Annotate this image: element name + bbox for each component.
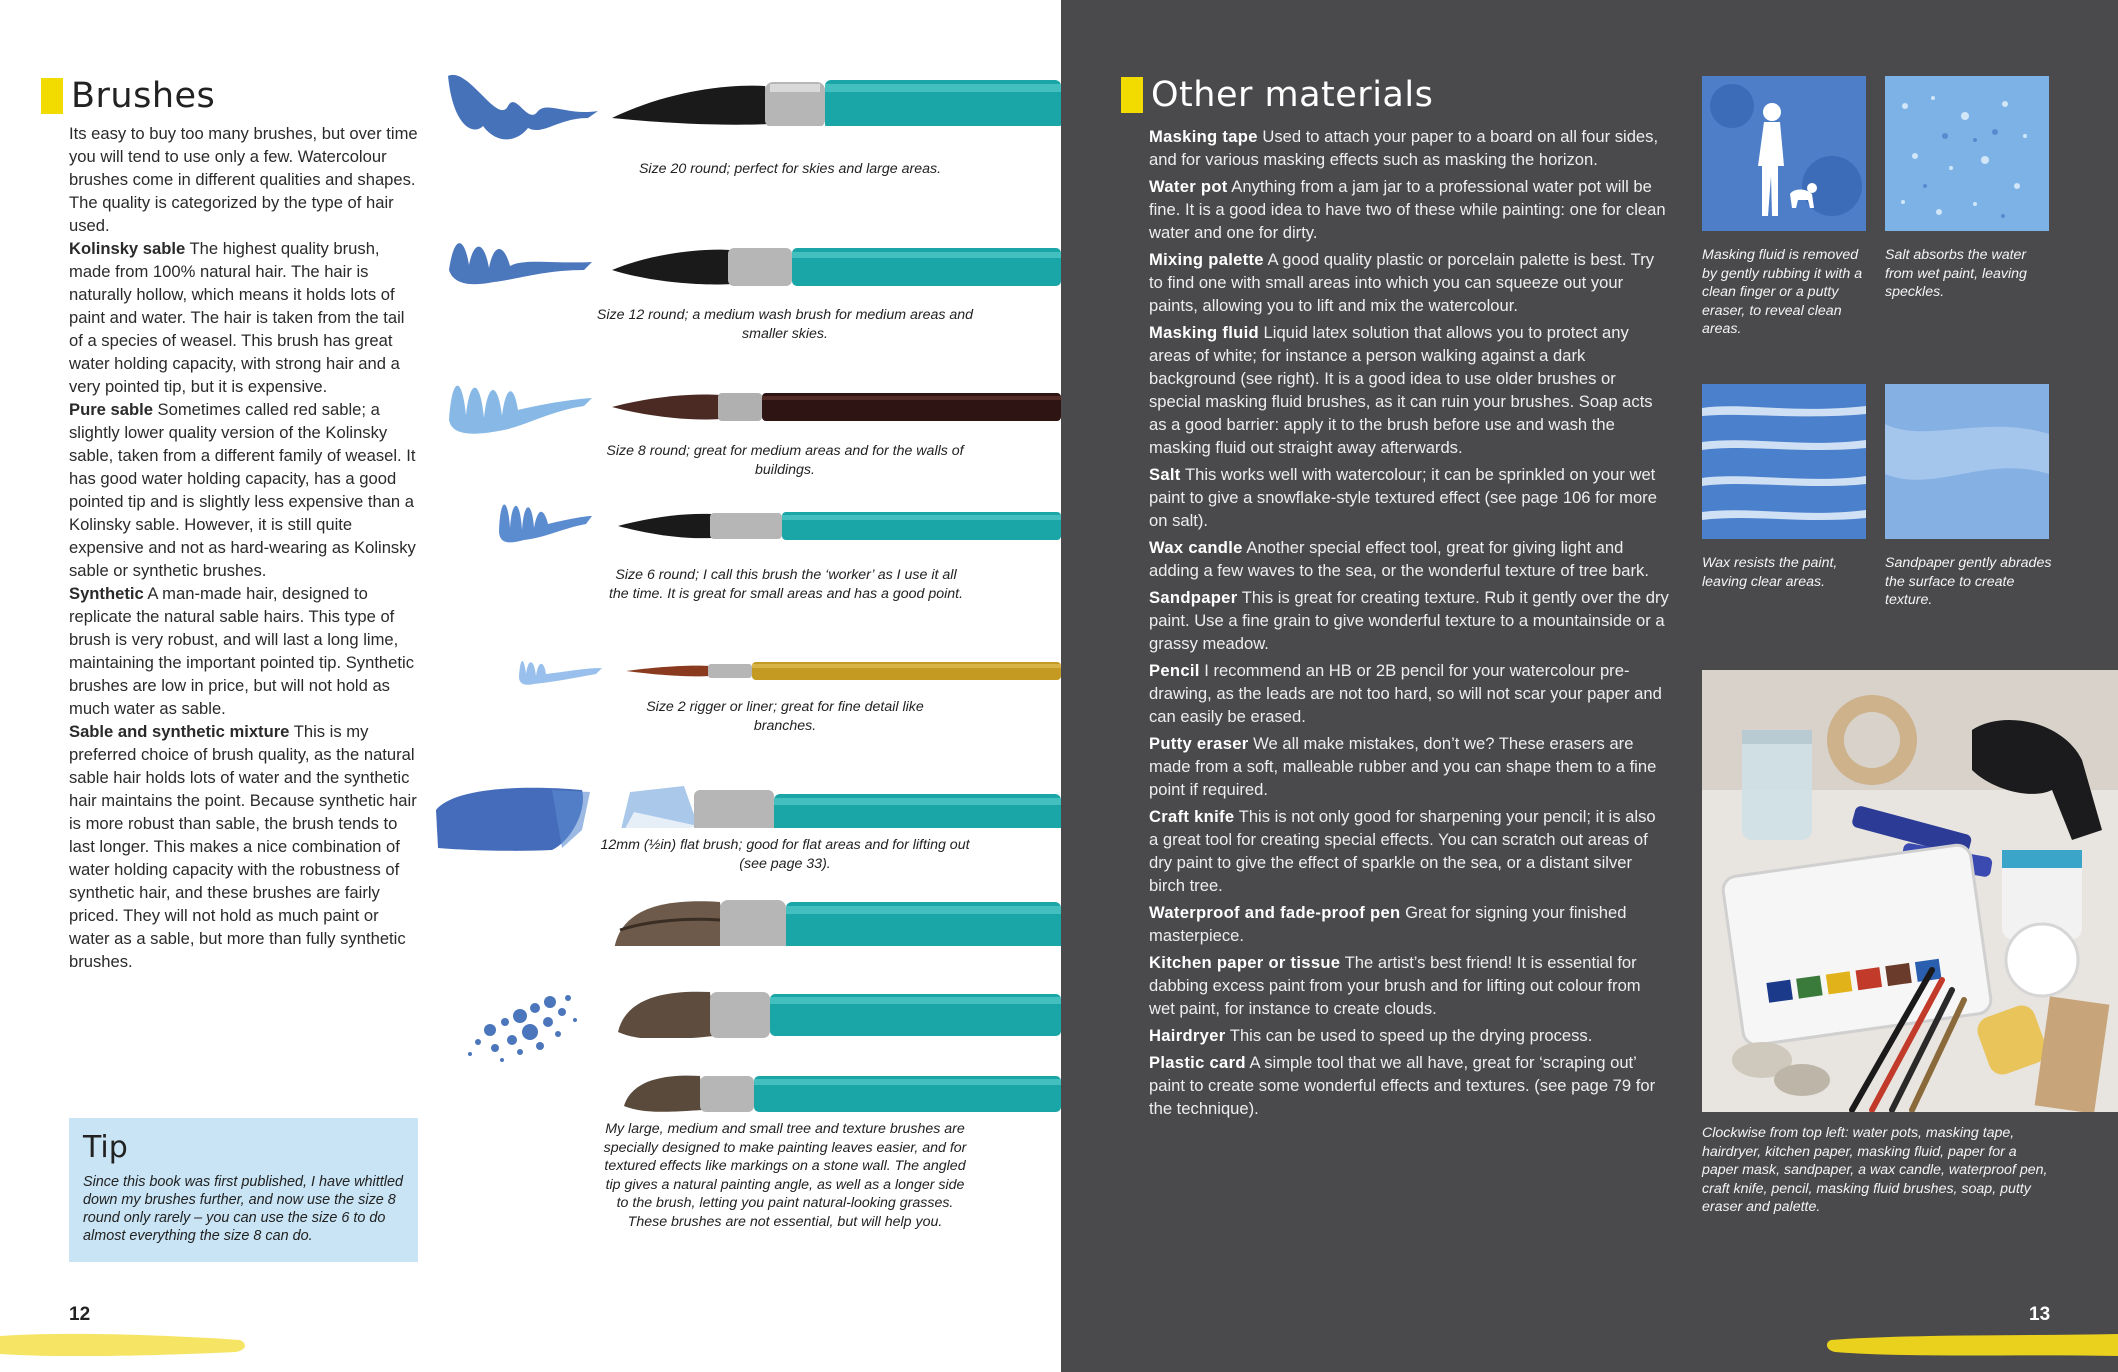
paint-stroke-flat [432, 770, 592, 880]
brush-flat [614, 772, 1061, 828]
salt-swatch-image [1885, 76, 2049, 231]
caption-size20: Size 20 round; perfect for skies and large areas. [638, 161, 942, 177]
entry-synthetic: Synthetic A man-made hair, designed to replicate the natural sable hairs. This type of brush is very robust, and will last a long lime, maintaining the important pointed tip. Synthetic brushes are low in price, but will not hold as much water as sable. [69, 584, 414, 718]
paint-stroke-size8 [444, 370, 594, 440]
entry-kolinsky: Kolinsky sable The highest quality brush, made from 100% natural hair. The hair is naturally hollow, which means it holds lots of paint and water. The hair is taken from the tail of a species of weasel. This brush has great water holding capacity, with strong hair and a very pointed tip, but it is expensive. [69, 239, 405, 396]
brush-illustrations [430, 60, 1061, 1260]
entry-pen: Waterproof and fade-proof pen Great for signing your finished masterpiece. [1149, 903, 1627, 945]
entry-wax-candle: Wax candle Another special effect tool, great for giving light and adding a few waves to the sea, or the wonderful texture of tree bark. [1149, 538, 1649, 580]
brush-size12 [610, 240, 1061, 296]
entry-pencil: Pencil I recommend an HB or 2B pencil for your watercolour pre-drawing, as the leads are not too hard, so will not scar your paper and can easily be erased. [1149, 661, 1662, 726]
other-materials-heading [1121, 75, 1433, 115]
tip-box [69, 1118, 418, 1262]
brushes-intro: Its easy to buy too many brushes, but over time you will tend to use only a few. Watercolour brushes come in different qualities and shapes. The quality is categorized by the type of hair used. [69, 124, 418, 235]
paint-stroke-rigger [514, 650, 604, 690]
brush-texture-small [620, 1066, 1061, 1122]
caption-texture: My large, medium and small tree and texture brushes are specially designed to make painting leaves easier, and for textured effects like markings on a stone wall. The angled tip gives a natural painting angle, as well as a longer side to the brush, letting you paint natural-looking grasses. These brushes are not essential, but will help you. [603, 1121, 967, 1230]
tip-text: Since this book was first published, I have whittled down my brushes further, and now use the size 8 round only rarely – you can use the size 6 to do almost everything the size 8 can do. [83, 1174, 403, 1244]
caption-masking-fluid-swatch: Masking fluid is removed by gently rubbing it with a clean finger or a putty eraser, to reveal clean areas. [1702, 247, 1863, 338]
materials-photo [1702, 670, 2118, 1112]
sandpaper-swatch-image [1885, 384, 2049, 539]
brush-texture-medium [614, 982, 1061, 1038]
caption-materials-photo: Clockwise from top left: water pots, masking tape, hairdryer, kitchen paper, masking fluid, paper for a paper mask, sandpaper, a wax candle, waterproof pen, craft knife, pencil, masking fluid brushes, soap, putty eraser and palette. [1702, 1125, 2048, 1216]
caption-size8: Size 8 round; great for medium areas and for the walls of buildings. [606, 443, 964, 478]
entry-salt: Salt This works well with watercolour; it can be sprinkled on your wet paint to give a snowflake-style textured effect (see page 106 for more on salt). [1149, 465, 1657, 530]
brush-texture-large [610, 890, 1061, 946]
paint-stroke-size6 [494, 492, 594, 548]
entry-masking-tape: Masking tape Used to attach your paper to a board on all four sides, and for various masking effects such as masking the horizon. [1149, 127, 1659, 169]
brush-size6 [616, 506, 1061, 562]
heading-accent-bar [41, 78, 63, 114]
caption-salt-swatch: Salt absorbs the water from wet paint, leaving speckles. [1885, 247, 2027, 301]
other-materials-heading-text: Other materials [1151, 75, 1434, 115]
yellow-brush-stroke-left [0, 1330, 250, 1356]
paint-stroke-size20 [438, 66, 598, 146]
entry-putty-eraser: Putty eraser We all make mistakes, don’t we? These erasers are made from a soft, malleable rubber and you can shape them to a fine point if required. [1149, 734, 1657, 799]
entry-craft-knife: Craft knife This is not only good for sharpening your pencil; it is also a great tool for creating special effects. You can scratch out areas of dry paint to give the effect of sparkle on the sea, or a distant silver birch tree. [1149, 807, 1656, 895]
paint-stroke-size12 [444, 230, 594, 290]
materials-body [1149, 125, 1669, 1124]
entry-mixing-palette: Mixing palette A good quality plastic or porcelain palette is best. Try to find one with small areas into which you can squeeze out your paints, allowing you to lift and mix the watercolour. [1149, 250, 1655, 315]
entry-water-pot: Water pot Anything from a jam jar to a professional water pot will be fine. It is a good idea to have two of these while painting: one for clean water and one for dirty. [1149, 177, 1666, 242]
tip-title: Tip [83, 1130, 128, 1165]
entry-masking-fluid: Masking fluid Liquid latex solution that allows you to protect any areas of white; for instance a person walking against a dark background (see right). It is a good idea to use older brushes or special masking fluid brushes, as it can ruin your brushes. Soap acts as a good barrier: apply it to the brush before use and wash the masking fluid out straight away afterwards. [1149, 323, 1653, 457]
entry-sandpaper: Sandpaper This is great for creating texture. Rub it gently over the dry paint. Use a fine grain to give wonderful texture to a mountainside or a grassy meadow. [1149, 588, 1669, 653]
caption-rigger: Size 2 rigger or liner; great for fine detail like branches. [646, 699, 924, 734]
wax-swatch-image [1702, 384, 1866, 539]
page-number-left: 12 [69, 1304, 91, 1325]
entry-plastic-card: Plastic card A simple tool that we all have, great for ‘scraping out’ paint to create some wonderful effects and textures. (see page 79 for the technique). [1149, 1053, 1656, 1118]
entry-kitchen-paper: Kitchen paper or tissue The artist’s best friend! It is essential for dabbing excess paint from your brush and for lifting out colour from wet paint, for instance to create clouds. [1149, 953, 1641, 1018]
brush-size20 [610, 70, 1061, 126]
paint-stroke-texture [450, 950, 590, 1090]
caption-wax-swatch: Wax resists the paint, leaving clear areas. [1702, 555, 1838, 590]
caption-size12: Size 12 round; a medium wash brush for medium areas and smaller skies. [596, 307, 974, 342]
brushes-body [69, 122, 419, 973]
brushes-heading-text: Brushes [71, 76, 216, 116]
heading-accent-bar [1121, 77, 1143, 113]
caption-sandpaper-swatch: Sandpaper gently abrades the surface to create texture. [1885, 555, 2052, 609]
entry-hairdryer: Hairdryer This can be used to speed up the drying process. [1149, 1026, 1593, 1045]
entry-mixture: Sable and synthetic mixture This is my preferred choice of brush quality, as the natural sable hair holds lots of water and the synthetic hair maintains the point. Because synthetic hair is more robust than sable, the brush tends to last longer. This makes a nice combination of water holding capacity with the robustness of synthetic hair, and these brushes are fairly priced. They will not hold as much paint or water as a sable, but more than fully synthetic brushes. [69, 722, 417, 971]
caption-flat: 12mm (½in) flat brush; good for flat areas and for lifting out (see page 33). [600, 837, 970, 872]
masking-fluid-swatch-image [1702, 76, 1866, 231]
entry-pure-sable: Pure sable Sometimes called red sable; a slightly lower quality version of the Kolinsky sable, taken from a different family of weasel. It has good water holding capacity, has a good pointed tip and is slightly less expensive than a Kolinsky sable. However, it is still quite expensive and not as hard-wearing as Kolinsky sable or synthetic brushes. [69, 400, 416, 580]
page-number-right: 13 [2029, 1304, 2051, 1325]
yellow-brush-stroke-right [1821, 1330, 2118, 1356]
caption-size6: Size 6 round; I call this brush the ‘worker’ as I use it all the time. It is great for small areas and has a good point. [608, 567, 964, 602]
right-page [1061, 0, 2118, 1372]
brushes-heading [41, 76, 215, 116]
brush-size8 [610, 385, 1061, 441]
